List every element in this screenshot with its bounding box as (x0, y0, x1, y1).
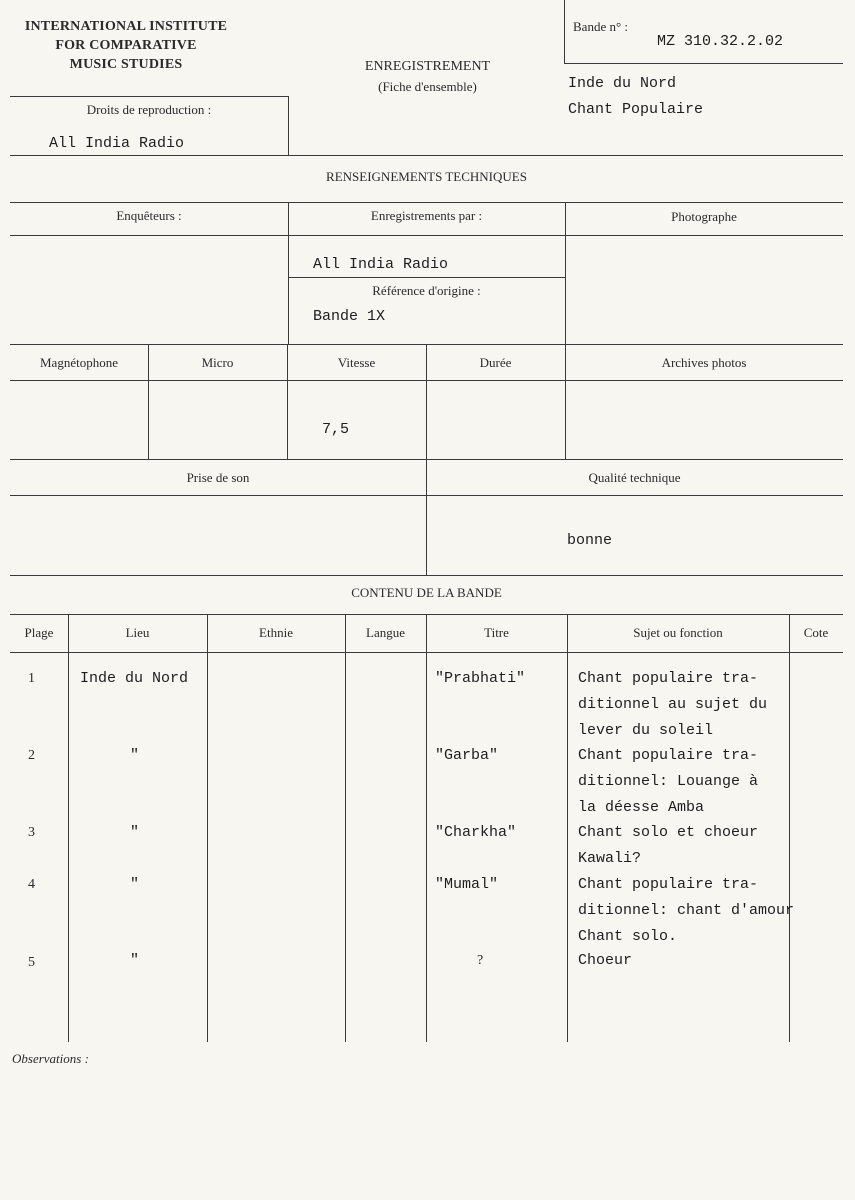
row-2-sujet-2: ditionnel: Louange à (578, 773, 759, 790)
row-2-titre: "Garba" (435, 747, 499, 764)
row-1-plage: 1 (28, 671, 35, 686)
institute-name (10, 17, 242, 74)
row-5-titre: ? (477, 953, 484, 968)
row-2-lieu: " (130, 747, 140, 764)
photographe-label: Photographe (671, 209, 737, 224)
row-2-sujet-3: la déesse Amba (578, 799, 705, 816)
reference-value: Bande 1X (313, 308, 386, 325)
institute-line-2: FOR COMPARATIVE (55, 38, 197, 53)
row-1-sujet-1: Chant populaire tra- (578, 670, 759, 687)
row-5-lieu: " (130, 952, 140, 969)
form-subtitle: (Fiche d'ensemble) (378, 79, 477, 94)
enregistrements-label: Enregistrements par : (370, 208, 483, 223)
row-4-sujet-2: ditionnel: chant d'amour (578, 902, 795, 919)
row-4-sujet-1: Chant populaire tra- (578, 876, 759, 893)
vitesse-value: 7,5 (322, 421, 350, 438)
form-title: ENREGISTREMENT (364, 59, 491, 74)
row-1-sujet-3: lever du soleil (578, 722, 714, 739)
qualite-label: Qualité technique (588, 470, 681, 485)
contenu-title: CONTENU DE LA BANDE (351, 585, 502, 600)
row-3-plage: 3 (28, 825, 35, 840)
col-langue: Langue (366, 625, 405, 640)
row-1-lieu: Inde du Nord (80, 670, 189, 687)
col-archives-photos: Archives photos (661, 355, 747, 370)
reference-label: Référence d'origine : (372, 283, 481, 298)
qualite-value: bonne (567, 532, 613, 549)
rights-value: All India Radio (49, 135, 185, 152)
prise-label: Prise de son (186, 470, 250, 485)
row-4-lieu: " (130, 876, 140, 893)
row-5-sujet-1: Choeur (578, 952, 633, 969)
col-ethnie: Ethnie (259, 625, 293, 640)
bande-number: MZ 310.32.2.02 (657, 33, 784, 50)
observations-label: Observations : (12, 1051, 89, 1066)
genre: Chant Populaire (568, 101, 704, 118)
col-plage: Plage (24, 625, 54, 640)
col-vitesse: Vitesse (337, 355, 376, 370)
col-titre: Titre (484, 625, 509, 640)
col-duree: Durée (479, 355, 512, 370)
row-3-sujet-1: Chant solo et choeur (578, 824, 759, 841)
rights-label: Droits de reproduction : (86, 102, 212, 117)
col-sujet: Sujet ou fonction (633, 625, 723, 640)
col-lieu: Lieu (125, 625, 150, 640)
tech-title: RENSEIGNEMENTS TECHNIQUES (326, 169, 527, 184)
institute-line-3: MUSIC STUDIES (69, 57, 183, 72)
row-4-plage: 4 (28, 877, 35, 892)
enregistrements-value: All India Radio (313, 256, 449, 273)
row-1-titre: "Prabhati" (435, 670, 526, 687)
row-2-sujet-1: Chant populaire tra- (578, 747, 759, 764)
col-micro: Micro (201, 355, 234, 370)
bande-label: Bande n° : (573, 19, 629, 34)
row-3-titre: "Charkha" (435, 824, 517, 841)
row-4-sujet-3: Chant solo. (578, 928, 678, 945)
row-2-plage: 2 (28, 748, 35, 763)
col-cote: Cote (803, 625, 829, 640)
institute-line-1: INTERNATIONAL INSTITUTE (24, 19, 228, 34)
enqueteurs-label: Enquêteurs : (116, 208, 182, 223)
col-magnetophone: Magnétophone (40, 355, 118, 370)
row-5-plage: 5 (28, 955, 35, 970)
row-1-sujet-2: ditionnel au sujet du (578, 696, 768, 713)
row-4-titre: "Mumal" (435, 876, 499, 893)
row-3-lieu: " (130, 824, 140, 841)
row-3-sujet-2: Kawali? (578, 850, 642, 867)
region: Inde du Nord (568, 75, 677, 92)
